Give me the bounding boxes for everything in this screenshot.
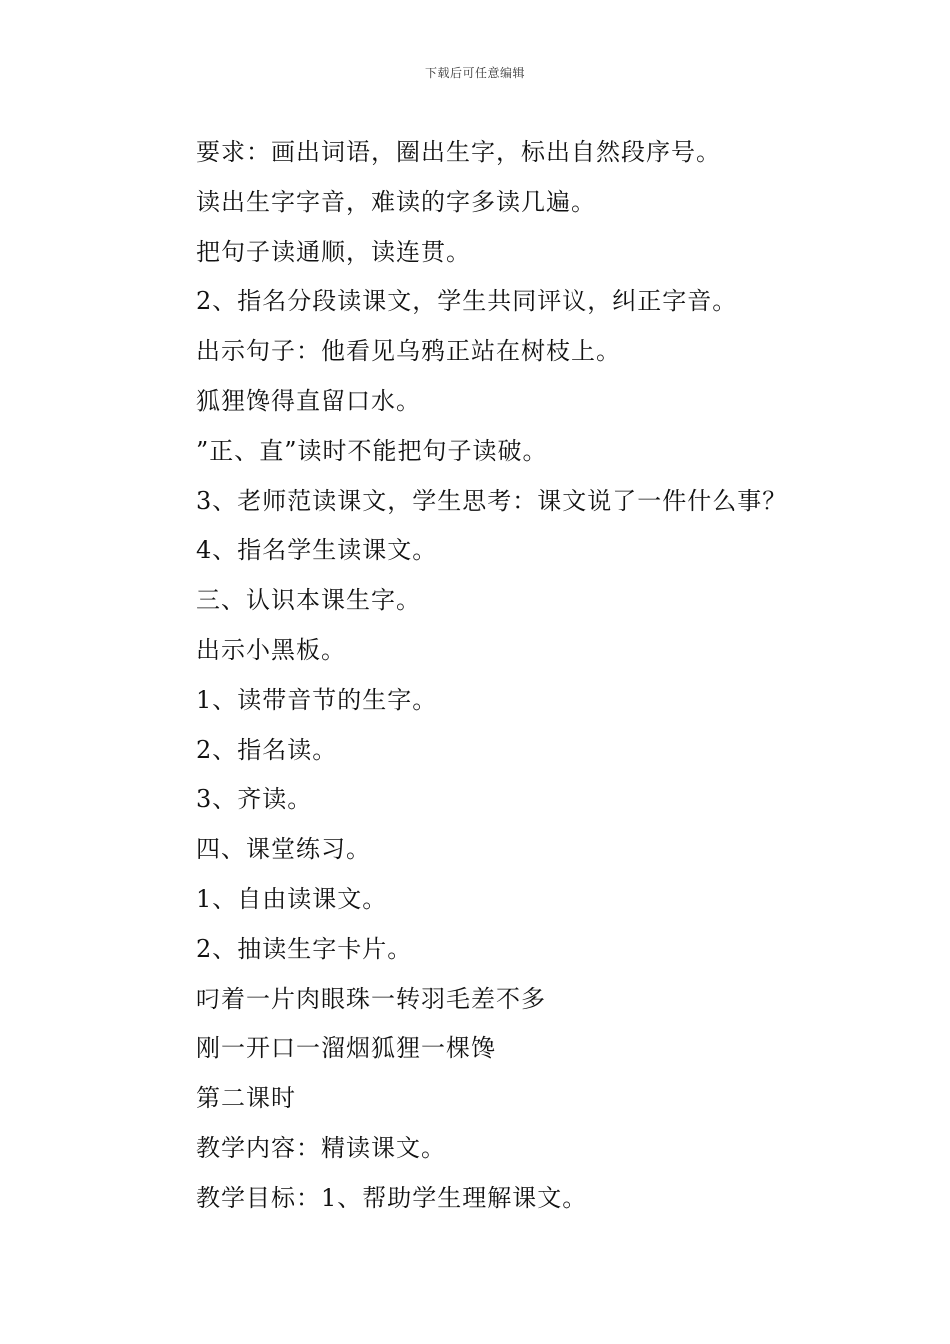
- text-line: 1、自由读课文。: [196, 884, 388, 913]
- text-line: 刚一开口一溜烟狐狸一棵馋: [196, 1034, 496, 1063]
- text-line: 出示句子：他看见乌鸦正站在树枝上。: [196, 337, 621, 366]
- text-line: ”正、直”读时不能把句子读破。: [196, 436, 548, 465]
- text-line: 4、指名学生读课文。: [196, 536, 438, 565]
- text-line: 3、齐读。: [196, 785, 313, 814]
- text-line: 教学目标：1、帮助学生理解课文。: [196, 1183, 588, 1212]
- section-heading: 三、认识本课生字。: [196, 586, 421, 615]
- text-line: 读出生字字音，难读的字多读几遍。: [196, 187, 596, 216]
- section-heading: 第二课时: [196, 1084, 296, 1113]
- text-line: 狐狸馋得直留口水。: [196, 386, 421, 415]
- text-line: 3、老师范读课文，学生思考：课文说了一件什么事？: [196, 486, 788, 515]
- text-line: 1、读带音节的生字。: [196, 685, 438, 714]
- section-heading: 四、课堂练习。: [196, 835, 371, 864]
- text-line: 2、指名分段读课文，学生共同评议，纠正字音。: [196, 287, 738, 316]
- text-line: 叼着一片肉眼珠一转羽毛差不多: [196, 984, 546, 1013]
- text-line: 2、指名读。: [196, 735, 338, 764]
- text-line: 教学内容：精读课文。: [196, 1133, 446, 1162]
- text-line: 出示小黑板。: [196, 635, 346, 664]
- text-line: 2、抽读生字卡片。: [196, 934, 413, 963]
- page-header: 下载后可任意编辑: [424, 66, 525, 80]
- document-body: [196, 128, 916, 1224]
- text-line: 把句子读通顺，读连贯。: [196, 237, 471, 266]
- text-line: 要求：画出词语，圈出生字，标出自然段序号。: [196, 138, 721, 166]
